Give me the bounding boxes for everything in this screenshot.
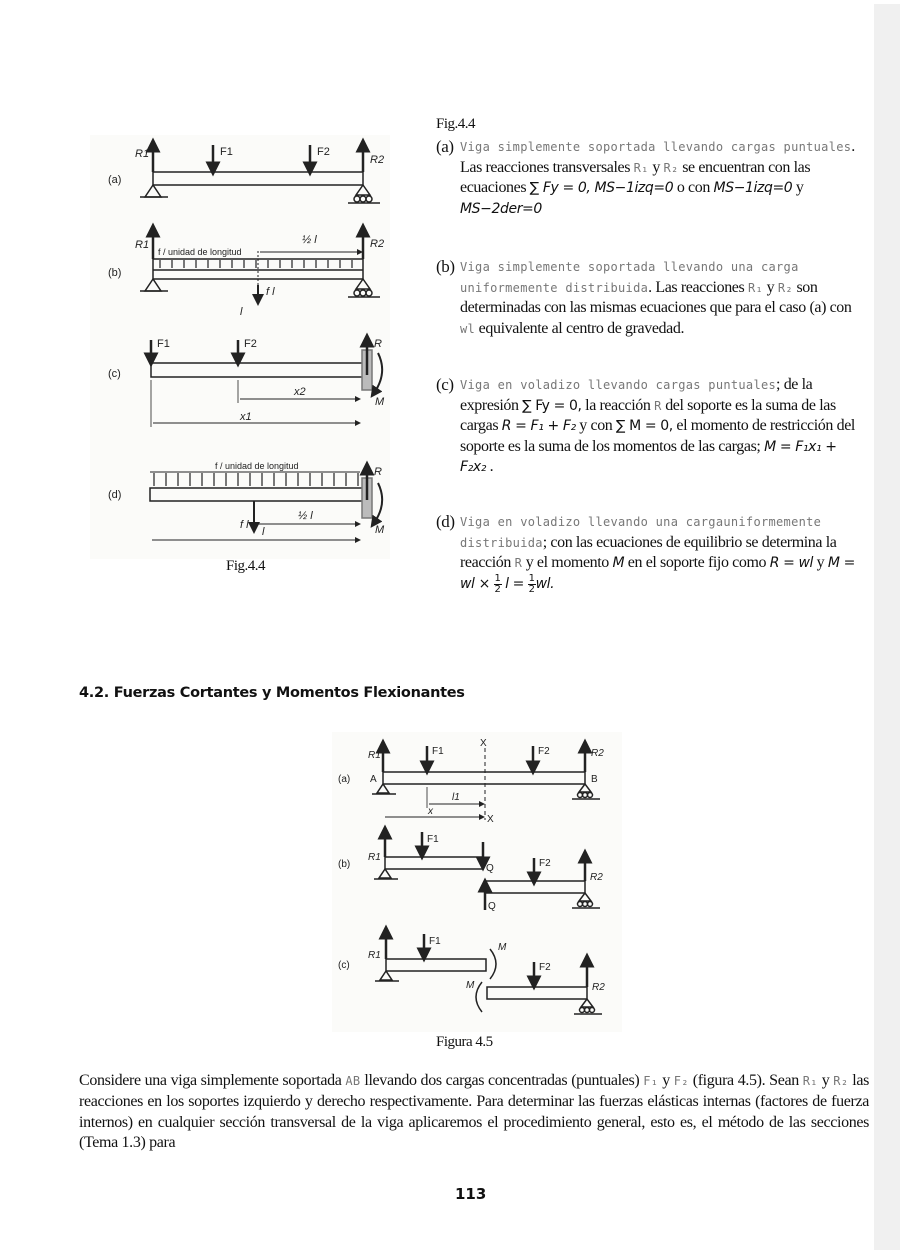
label-b: (b)	[108, 267, 122, 279]
beam-c	[151, 363, 364, 377]
beam-45-b-left	[385, 857, 483, 869]
item-c-desc: Viga en voladizo llevando cargas puntuales	[460, 378, 777, 392]
item-c-eq2: R = F₁ + F₂	[501, 418, 576, 435]
label-45-x: x	[428, 806, 433, 817]
fraction-den: 2	[528, 583, 535, 595]
item-b-text1: . Las reacciones	[648, 278, 748, 296]
item-d-eq2b: l =	[505, 575, 524, 592]
para-ab: AB	[345, 1074, 361, 1088]
item-a-text1: . Las reacciones transversales	[460, 138, 855, 176]
label-r2-b: R2	[370, 238, 385, 250]
label-45-r1-c: R1	[368, 950, 381, 961]
item-c-text2: la reacción	[581, 396, 655, 414]
item-a-text2: se encuentran con las ecuaciones	[460, 158, 811, 197]
beam-45-b-right	[485, 881, 585, 893]
item-c-eq1: ∑ Fy = 0,	[522, 397, 582, 414]
item-c-text4: y con	[575, 417, 617, 435]
label-45-f1-c: F1	[429, 936, 441, 947]
item-c-text3: del soporte es la suma de las cargas	[460, 396, 836, 435]
item-d-text1: ; con las ecuaciones de equilibrio se determina la reacción	[460, 533, 837, 572]
para-r1: R₁	[802, 1074, 818, 1088]
item-b-text3: equivalente al centro de gravedad.	[475, 319, 685, 337]
label-unit-load-b: f / unidad de longitud	[158, 247, 242, 257]
item-a-text4: y	[792, 179, 804, 197]
para-f2: F₂	[673, 1074, 689, 1088]
label-m-d: M	[375, 524, 385, 536]
label-45-a: (a)	[338, 774, 351, 785]
body-paragraph	[79, 1071, 869, 1154]
item-b-r1: R₁	[747, 280, 763, 295]
fraction-num: 1	[528, 572, 535, 584]
label-45-f2: F2	[538, 746, 550, 757]
para-text-1: Considere una viga simplemente soportada	[79, 1072, 346, 1089]
para-text-4: (figura 4.5). Sean	[688, 1072, 803, 1089]
label-45-r1: R1	[368, 750, 381, 761]
label-r-c: R	[374, 338, 382, 350]
item-d-r: R	[514, 556, 523, 571]
label-45-A: A	[370, 774, 377, 785]
beam-45-c-left	[386, 959, 486, 971]
section-heading: 4.2. Fuerzas Cortantes y Momentos Flexionantes	[79, 685, 465, 701]
label-a: (a)	[108, 174, 122, 186]
fig-item-d	[436, 512, 856, 595]
label-half-l-d: ½ l	[298, 510, 313, 522]
item-a-eq3: MS−2der=0	[460, 200, 542, 217]
label-x1: x1	[240, 411, 252, 423]
label-c: (c)	[108, 368, 121, 380]
pin-support-a	[145, 185, 161, 197]
item-b-wl: wl	[460, 321, 476, 336]
label-f2: F2	[317, 146, 330, 158]
label-45-m1: M	[498, 942, 507, 953]
fraction-one-half	[494, 574, 502, 595]
item-c-text5: el momento de restricción del soporte es la suma de los momentos de las cargas;	[460, 417, 855, 455]
item-a-r1: R₁	[633, 160, 649, 175]
label-45-f1: F1	[432, 746, 444, 757]
fig-item-c	[436, 375, 856, 478]
page-number: 113	[455, 1185, 487, 1203]
fig-4-5-caption: Figura 4.5	[436, 1034, 493, 1050]
fig-4-4-caption: Fig.4.4	[226, 558, 266, 574]
item-b-text2: son determinadas con las mismas ecuaciones que para el caso (a) con	[460, 278, 852, 317]
item-c-r: R	[654, 398, 662, 413]
fig-item-b	[436, 257, 856, 339]
label-f1: F1	[220, 146, 233, 158]
label-45-r2-b: R2	[590, 872, 603, 883]
label-45-l1: l1	[452, 792, 460, 803]
item-c-eq4: M = F₁x₁ + F₂x₂	[460, 438, 837, 476]
item-label-c: (c)	[436, 375, 454, 394]
label-45-b: (b)	[338, 859, 351, 870]
label-45-q2: Q	[488, 901, 496, 912]
label-45-c: (c)	[338, 960, 350, 971]
label-45-B: B	[591, 774, 598, 785]
label-r2: R2	[370, 154, 385, 166]
item-c-text6: .	[485, 458, 494, 476]
label-45-r2-c: R2	[592, 982, 605, 993]
label-l-d: l	[262, 526, 265, 538]
item-d-text3: en el soporte fijo como	[624, 554, 770, 572]
item-b-y: y	[763, 278, 778, 296]
fig-item-a	[436, 137, 856, 219]
label-45-r1-b: R1	[368, 852, 381, 863]
item-a-eq2: MS−1izq=0	[713, 180, 793, 197]
label-45-x-bottom: X	[487, 814, 494, 825]
label-f1-c: F1	[157, 338, 170, 350]
beam-45-c-right	[487, 987, 587, 999]
para-text-6: las reacciones en los soportes izquierdo y derecho respectivamente. Para determinar las fuerzas elásticas internas (factores de fuerza internos) en cualquier sección transversal de la viga aplicaremos el procedimiento general, esto es, el método de las secciones (Tema 1.3) para	[79, 1072, 869, 1152]
para-text-3: y	[658, 1072, 674, 1089]
label-45-f2-b: F2	[539, 858, 551, 869]
item-d-eq1: R = wl	[769, 555, 814, 572]
item-a-r2: R₂	[663, 160, 679, 175]
label-l-b: l	[240, 306, 243, 318]
label-45-m2: M	[466, 980, 475, 991]
label-45-f1-b: F1	[427, 834, 439, 845]
label-45-r2: R2	[591, 748, 604, 759]
label-45-x-top: X	[480, 738, 487, 749]
item-b-r2: R₂	[777, 280, 793, 295]
item-c-text1: ; de la expresión	[460, 376, 813, 414]
beam-45-a	[383, 772, 585, 784]
label-45-f2-c: F2	[539, 962, 551, 973]
item-a-text3: o con	[673, 179, 714, 197]
para-text-5: y	[817, 1072, 834, 1089]
figure-4-4-drawing	[90, 135, 390, 559]
roller-support-a	[356, 185, 370, 195]
item-a-desc: Viga simplemente soportada llevando cargas puntuales	[460, 140, 852, 154]
label-f2-c: F2	[244, 338, 257, 350]
fraction-num: 1	[494, 572, 501, 584]
item-a-y: y	[648, 158, 664, 176]
para-r2: R₂	[833, 1074, 849, 1088]
item-c-eq3: ∑ M = 0,	[616, 418, 673, 435]
item-d-m: M	[612, 555, 625, 572]
label-r1-b: R1	[135, 239, 150, 251]
item-d-text2: y el momento	[522, 554, 613, 572]
label-r-d: R	[374, 466, 382, 478]
fraction-one-half-2	[528, 574, 536, 595]
label-d: (d)	[108, 489, 122, 501]
label-fl-d: f l	[240, 519, 249, 531]
side-panel-strip	[874, 4, 900, 1250]
item-label-a: (a)	[436, 137, 454, 156]
item-label-d: (d)	[436, 512, 455, 531]
item-b-desc: Viga simplemente soportada llevando una carga uniformemente distribuida	[460, 260, 799, 295]
label-fl-b: f l	[266, 286, 275, 298]
label-half-l-b: ½ l	[302, 234, 317, 246]
beam-a	[153, 172, 363, 185]
beam-d	[150, 488, 364, 501]
para-f1: F₁	[643, 1074, 659, 1088]
label-45-q1: Q	[486, 863, 494, 874]
para-text-2: llevando dos cargas concentradas (puntuales)	[360, 1072, 644, 1089]
item-d-text4: y	[813, 554, 828, 572]
label-x2: x2	[294, 386, 306, 398]
label-m-c: M	[375, 396, 385, 408]
figure-4-4	[90, 135, 390, 559]
item-a-eq1: ∑ Fy = 0, MS−1izq=0	[529, 180, 674, 197]
item-d-eq2a: M = wl ×	[460, 555, 855, 592]
label-r1: R1	[135, 148, 150, 160]
item-label-b: (b)	[436, 257, 455, 276]
item-d-desc: Viga en voladizo llevando una cargauniformemente distribuida	[460, 515, 822, 550]
fig-4-4-heading: Fig.4.4	[436, 116, 476, 132]
figure-4-5	[332, 732, 622, 1032]
item-d-eq2c: wl.	[535, 575, 555, 592]
fraction-den: 2	[494, 583, 501, 595]
label-unit-load-d: f / unidad de longitud	[215, 461, 299, 471]
figure-4-5-drawing	[332, 732, 622, 1032]
